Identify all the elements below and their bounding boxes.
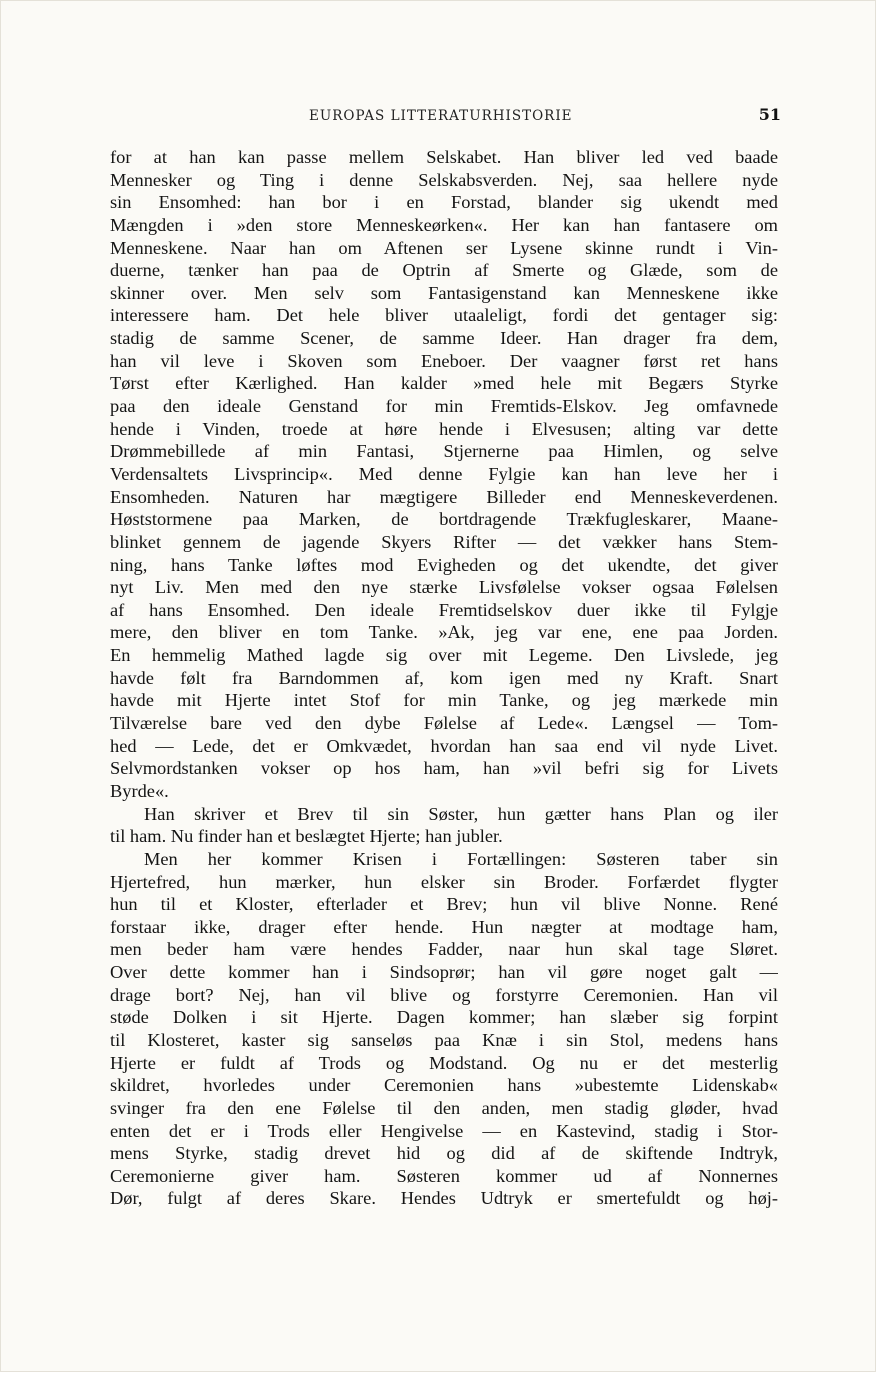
text-line: Tilværelse bare ved den dybe Følelse af Lede«. Længsel — Tom- <box>110 713 778 734</box>
text-line: Han skriver et Brev til sin Søster, hun gætter hans Plan og iler <box>144 803 778 824</box>
text-line: mere, den bliver en tom Tanke. »Ak, jeg var ene, ene paa Jorden. <box>110 622 778 643</box>
text-line: skildret, hvorledes under Ceremonien hans »ubestemte Lidenskab« <box>110 1075 778 1096</box>
text-line: mens Styrke, stadig drevet hid og did af de skiftende Indtryk, <box>110 1143 778 1164</box>
text-line: svinger fra den ene Følelse til den anden, men stadig gløder, hvad <box>110 1097 778 1118</box>
text-line: støde Dolken i sit Hjerte. Dagen kommer; han slæber sig forpint <box>110 1007 778 1028</box>
text-line: Men her kommer Krisen i Fortællingen: Søsteren taber sin <box>144 848 778 869</box>
text-line: Selvmordstanken vokser op hos ham, han »vil befri sig for Livets <box>110 758 778 779</box>
text-line: Mængden i »den store Menneskeørken«. Her kan han fantasere om <box>110 214 778 235</box>
text-line: Dør, fulgt af deres Skare. Hendes Udtryk er smertefuldt og høj- <box>110 1188 778 1209</box>
text-line: ning, hans Tanke løftes mod Evigheden og det ukendte, det giver <box>110 554 778 575</box>
text-line: interessere ham. Det hele bliver utaaleligt, fordi det gentager sig: <box>110 305 778 326</box>
text-line: men beder ham være hendes Fadder, naar hun skal tage Sløret. <box>110 939 778 960</box>
text-line: drage bort? Nej, han vil blive og forstyrre Ceremonien. Han vil <box>110 984 778 1005</box>
text-line: havde mit Hjerte intet Stof for min Tanke, og jeg mærkede min <box>110 690 778 711</box>
text-line: duerne, tænker han paa de Optrin af Smerte og Glæde, som de <box>110 260 778 281</box>
text-line: havde følt fra Barndommen af, kom igen med ny Kraft. Snart <box>110 667 778 688</box>
text-line: Ensomheden. Naturen har mægtigere Billeder end Menneskeverdenen. <box>110 486 778 507</box>
text-line: Drømmebillede af min Fantasi, Stjernerne paa Himlen, og selve <box>110 441 778 462</box>
text-line: for at han kan passe mellem Selskabet. Han bliver led ved baade <box>110 147 778 167</box>
text-line: Byrde«. <box>110 780 169 801</box>
text-line: En hemmelig Mathed lagde sig over mit Legeme. Den Livslede, jeg <box>110 645 778 666</box>
text-line: forstaar ikke, drager efter hende. Hun nægter at modtage ham, <box>110 916 778 937</box>
text-line: stadig de samme Scener, de samme Ideer. Han drager fra dem, <box>110 328 778 349</box>
text-line: hed — Lede, det er Omkvædet, hvordan han saa end vil nyde Livet. <box>110 735 778 756</box>
page-number: 51 <box>758 105 781 124</box>
text-line: hun til et Kloster, efterlader et Brev; hun vil blive Nonne. René <box>110 894 778 915</box>
text-line: Over dette kommer han i Sindsoprør; han vil gøre noget galt — <box>110 962 778 983</box>
running-head <box>109 105 781 129</box>
text-line: af hans Ensomhed. Den ideale Fremtidselskov duer ikke til Fylgje <box>110 599 778 620</box>
text-line: Mennesker og Ting i denne Selskabsverden. Nej, saa hellere nyde <box>110 169 778 190</box>
text-line: sin Ensomhed: han bor i en Forstad, blander sig ukendt med <box>110 192 778 213</box>
text-line: paa den ideale Genstand for min Fremtids-Elskov. Jeg omfavnede <box>110 396 778 417</box>
text-line: Ceremonierne giver ham. Søsteren kommer ud af Nonnernes <box>110 1165 778 1186</box>
body-text <box>110 146 778 1210</box>
text-line: hende i Vinden, troede at høre hende i Elvesusen; alting var dette <box>110 418 778 439</box>
text-line: Hjerte er fuldt af Trods og Modstand. Og nu er det mesterlig <box>110 1052 778 1073</box>
text-line: Tørst efter Kærlighed. Han kalder »med hele mit Begærs Styrke <box>110 373 778 394</box>
text-line: Hjertefred, hun mærker, hun elsker sin Broder. Forfærdet flygter <box>110 871 778 892</box>
text-line: Menneskene. Naar han om Aftenen ser Lysene skinne rundt i Vin- <box>110 237 778 258</box>
text-line: nyt Liv. Men med den nye stærke Livsfølelse vokser ogsaa Følelsen <box>110 577 778 598</box>
text-line: til Klosteret, kaster sig sanseløs paa Knæ i sin Stol, medens hans <box>110 1029 778 1050</box>
text-line: enten det er i Trods eller Hengivelse — en Kastevind, stadig i Stor- <box>110 1120 778 1141</box>
text-line: Høststormene paa Marken, de bortdragende Trækfugleskarer, Maane- <box>110 509 778 530</box>
text-line: skinner over. Men selv som Fantasigenstand kan Menneskene ikke <box>110 282 778 303</box>
text-line: til ham. Nu finder han et beslægtet Hjerte; han jubler. <box>110 826 503 847</box>
text-line: Verdensaltets Livsprincip«. Med denne Fylgie kan han leve her i <box>110 463 778 484</box>
text-line: han vil leve i Skoven som Eneboer. Der vaagner først ret hans <box>110 350 778 371</box>
running-head-title: EUROPAS LITTERATURHISTORIE <box>309 108 573 124</box>
text-line: blinket gennem de jagende Skyers Rifter — det vækker hans Stem- <box>110 531 778 552</box>
